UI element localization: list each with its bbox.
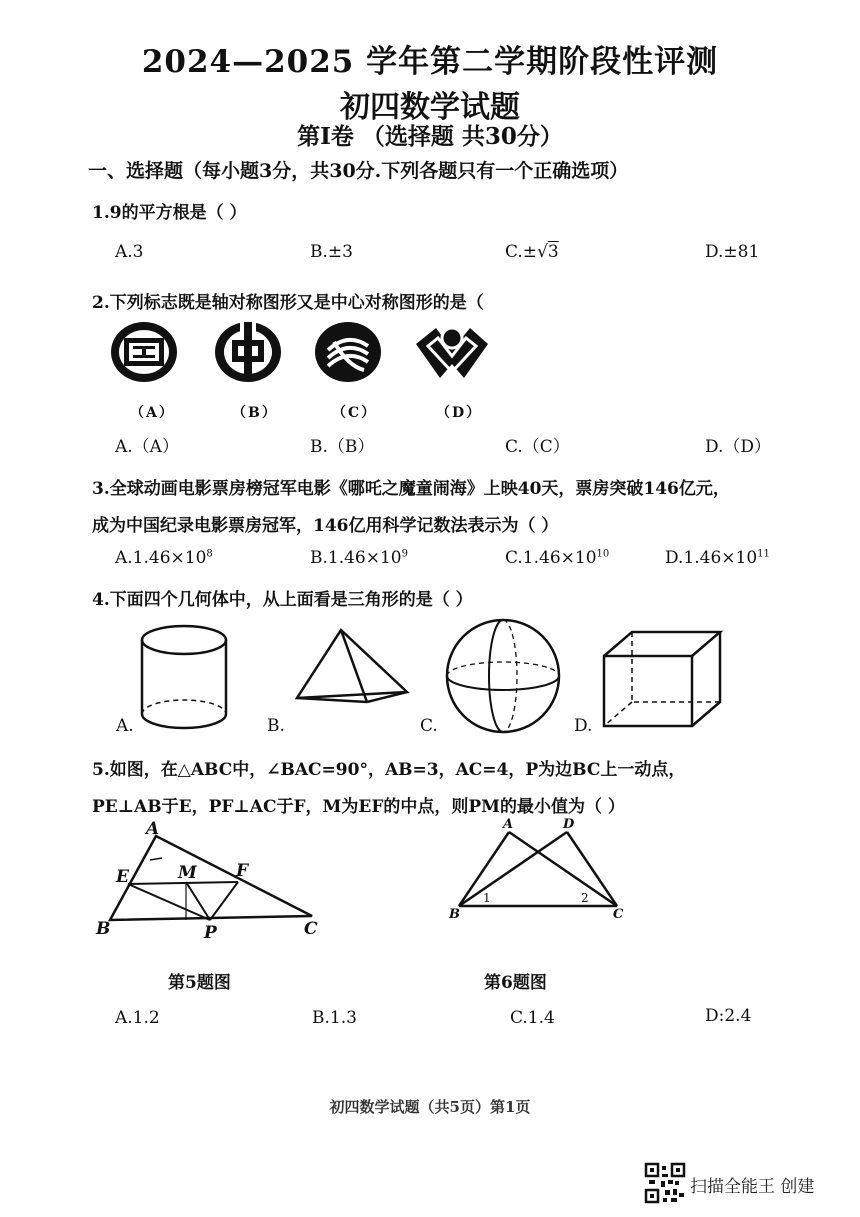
q2-option-c: C.（C） (505, 437, 570, 457)
figure-6 (445, 818, 635, 928)
q3-option-c: $C.1.46\times 10^{10}$ (505, 548, 610, 568)
q1-option-d: D.±81 (705, 242, 760, 262)
question-2-stem: 2.下列标志既是轴对称图形又是中心对称图形的是（ (92, 293, 484, 313)
fig5-label-b: B (96, 919, 111, 939)
fig6-label-c: C (613, 907, 624, 922)
q3-option-a: $A.1.46\times 10^8$ (115, 548, 213, 568)
question-3-stem-line2: 成为中国纪录电影票房冠军，146亿用科学记数法表示为（ ） (92, 516, 559, 536)
fig5-label-m: M (178, 863, 197, 883)
part-title: 第Ⅰ卷 （选择题 共30分） (297, 123, 563, 150)
logo-b-label: （B） (232, 405, 278, 421)
figure-6-caption: 第6题图 (484, 973, 547, 993)
logo-c-label: （C） (332, 405, 378, 421)
fig5-label-e: E (116, 867, 129, 887)
pyramid-figure (295, 628, 415, 708)
q1-option-c: C.±√3 (505, 242, 559, 262)
question-4-stem: 4.下面四个几何体中，从上面看是三角形的是（ ） (92, 590, 473, 610)
fig6-angle-2: 2 (581, 891, 589, 905)
q2-option-b: B.（B） (310, 437, 375, 457)
q5-option-c: C.1.4 (510, 1008, 555, 1028)
q5-option-b: B.1.3 (312, 1008, 357, 1028)
q2-option-d: D.（D） (705, 437, 772, 457)
q1-option-a: A.3 (115, 242, 144, 262)
q2-option-a: A.（A） (115, 437, 179, 457)
fig5-label-p: P (204, 923, 217, 943)
question-5-stem-line2: PE⊥AB于E，PF⊥AC于F，M为EF的中点，则PM的最小值为（ ） (92, 797, 625, 817)
page-footer: 初四数学试题（共5页）第1页 (329, 1098, 531, 1116)
q4-option-d: D. (574, 716, 593, 736)
q4-option-c: C. (420, 716, 438, 736)
fig6-label-a: A (503, 817, 514, 832)
q4-option-a: A. (116, 716, 134, 736)
question-5-stem-line1: 5.如图，在△ABC中，∠BAC=90°，AB=3，AC=4，P为边BC上一动点， (92, 760, 686, 780)
qr-code-icon (645, 1163, 685, 1203)
q5-option-d: D:2.4 (705, 1006, 752, 1026)
question-1-stem: 1.9的平方根是（ ） (92, 203, 247, 223)
logo-c-icon (314, 320, 386, 384)
fig6-label-b: B (449, 907, 460, 922)
q3-option-b: $B.1.46\times 10^9$ (310, 548, 408, 568)
exam-subject: 初四数学试题 (340, 90, 520, 125)
sphere-figure (445, 618, 565, 738)
logo-b-icon (214, 320, 286, 384)
section-title: 一、选择题（每小题3分，共30分.下列各题只有一个正确选项） (88, 160, 629, 182)
cylinder-figure (140, 622, 240, 732)
q4-option-b: B. (267, 716, 285, 736)
fig6-label-d: D (563, 817, 575, 832)
fig5-label-a: A (146, 819, 160, 839)
fig5-label-c: C (304, 919, 318, 939)
logo-d-label: （D） (436, 405, 483, 421)
scanner-watermark: 扫描全能王 创建 (690, 1177, 815, 1197)
question-3-stem-line1: 3.全球动画电影票房榜冠军电影《哪吒之魔童闹海》上映40天，票房突破146亿元， (92, 479, 730, 499)
fig5-label-f: F (236, 861, 249, 881)
q5-option-a: A.1.2 (115, 1008, 160, 1028)
fig6-angle-1: 1 (483, 891, 491, 905)
logo-d-icon (414, 320, 490, 384)
logo-a-label: （A） (130, 405, 175, 421)
q1-option-b: B.±3 (310, 242, 353, 262)
exam-title: 2024—2025 学年第二学期阶段性评测 (141, 44, 719, 80)
q3-option-d: $D.1.46\times 10^{11}$ (665, 548, 770, 568)
cube-figure (600, 628, 725, 728)
figure-5-caption: 第5题图 (168, 973, 231, 993)
logo-a-icon (110, 320, 182, 384)
figure-5 (90, 820, 330, 950)
